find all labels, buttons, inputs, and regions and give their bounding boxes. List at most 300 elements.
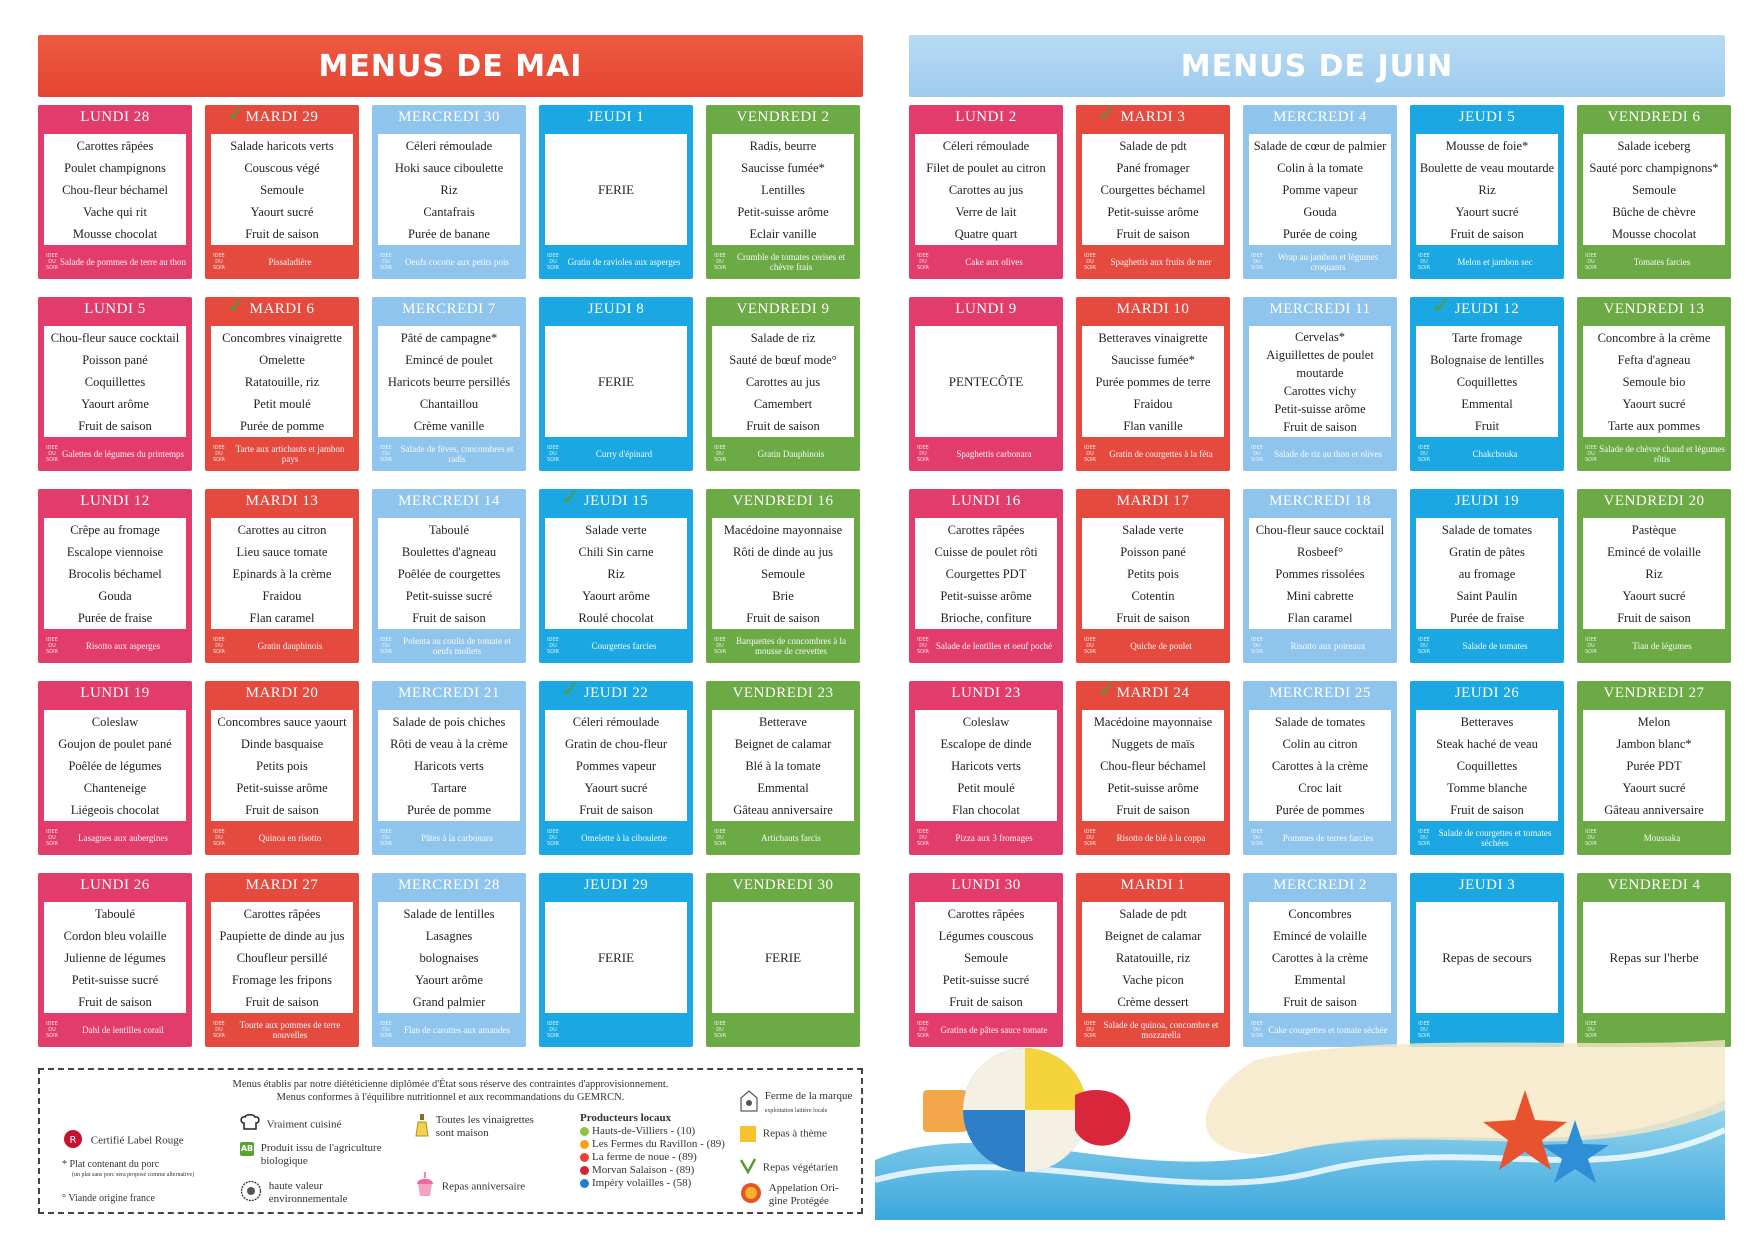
legend-aop [740,1182,839,1208]
hve-text-2: environnementale [268,1193,348,1205]
may-day-card-jeudi-15 [539,489,693,663]
menu-dish: Fruit de saison [1116,610,1190,625]
may-day-card-vendredi-2 [706,105,860,279]
evening-idea-text: Cake courgettes et tomate séchée [1268,1025,1388,1035]
menu-dish: Concombres sauce yaourt [217,714,347,729]
evening-idea-text: Salade de fèves, concombres et radis [400,444,514,464]
menu-dish: Paupiette de dinde au jus [219,928,345,943]
june-day-card-mardi-1 [1076,873,1230,1047]
menu-dish: Emincé de volaille [1607,544,1701,559]
menu-dish: Carottes râpées [243,906,321,921]
menu-panel [44,134,186,245]
legend-intro-line-2: Menus conformes à l'équilibre nutritionnel et aux recommandations du GEMRCN. [276,1092,625,1103]
menu-dish: Yaourt sucré [1622,588,1686,603]
menu-dish: Gouda [1303,204,1337,219]
holiday-label: FERIE [597,181,635,197]
day-title: JEUDI 29 [583,877,649,893]
menu-dish: Purée PDT [1626,758,1682,773]
day-title: VENDREDI 23 [732,685,834,701]
menu-dish: Fruit de saison [78,418,152,433]
menu-panel [915,134,1057,245]
menu-panel [712,902,854,1013]
menu-dish: Gratin de chou-fleur [564,736,668,751]
evening-idea-text: Risotto aux poireaux [1290,641,1366,651]
chef-hat-icon [240,1114,260,1136]
menu-dish: Petit-suisse arôme [1274,401,1366,416]
menu-dish: Blé à la tomate [745,758,821,773]
menu-dish: Vache picon [1122,972,1184,987]
menu-dish: Salade verte [1122,522,1184,537]
menu-dish: Macédoine mayonnaise [1093,714,1213,729]
menu-dish: Salade de pdt [1119,906,1187,921]
may-day-card-jeudi-22 [539,681,693,855]
menu-dish: Bûche de chèvre [1612,204,1696,219]
evening-idea-label: IDEE DU SOIR [45,829,59,847]
menu-dish: Yaourt sucré [1622,396,1686,411]
evening-idea [712,824,854,852]
producer-item [580,1177,725,1190]
menu-dish: Chanteneige [83,780,147,795]
june-day-card-mardi-3 [1076,105,1230,279]
june-day-card-mardi-17 [1076,489,1230,663]
menu-dish: Jambon blanc* [1616,736,1692,751]
evening-idea-text: Salade de courgettes et tomates séchées [1438,828,1552,848]
evening-idea [44,1016,186,1044]
evening-idea [1249,824,1391,852]
evening-idea-label: IDEE DU SOIR [1417,829,1431,847]
menu-dish: Purée de pomme [406,802,491,817]
day-title: LUNDI 12 [80,493,150,509]
day-title: VENDREDI 13 [1603,301,1705,317]
evening-idea [211,248,353,276]
evening-idea-label: IDEE DU SOIR [379,1021,393,1039]
day-title: LUNDI 5 [84,301,146,317]
evening-idea-text: Flan de carottes aux amandes [404,1025,510,1035]
menu-dish: Bolognaise de lentilles [1430,352,1544,367]
brand-farm-text: Ferme de la marque [764,1090,853,1102]
menu-dish: Epinards à la crème [232,566,332,581]
evening-idea-text: Pommes de terres farcies [1282,833,1374,843]
menu-dish: Boulettes d'agneau [401,544,497,559]
menu-dish: Dinde basquaise [240,736,324,751]
evening-idea-label: IDEE DU SOIR [713,1021,727,1039]
vegetarian-leaf-icon: ✓ [561,489,580,510]
menu-panel [211,326,353,437]
day-title: JEUDI 5 [1458,109,1516,125]
menu-dish: Chou-fleur sauce cocktail [1255,522,1385,537]
menu-dish: Concombre à la crème [1597,330,1711,345]
evening-idea-label: IDEE DU SOIR [1250,829,1264,847]
legend-pork [62,1158,194,1179]
menu-dish: Rôti de dinde au jus [733,544,833,559]
beef-degree-icon: ° [62,1193,66,1204]
day-title: LUNDI 19 [80,685,150,701]
menu-panel [1416,902,1558,1013]
evening-idea [378,632,520,660]
evening-idea [44,440,186,468]
menu-dish: Poêlée de courgettes [397,566,501,581]
menu-dish: Salade de pdt [1119,138,1187,153]
day-title: MERCREDI 7 [402,301,496,317]
menu-dish: Crêpe au fromage [70,522,160,537]
evening-idea [378,248,520,276]
june-day-card-lundi-23 [909,681,1063,855]
menu-dish: Petit-suisse arôme [1107,204,1199,219]
menu-panel [378,518,520,629]
evening-idea-text: Wrap au jambon et légumes croquants [1277,252,1379,272]
menu-dish: Semoule [964,950,1008,965]
menu-panel [44,710,186,821]
menu-panel [1583,710,1725,821]
evening-idea-text: Barquettes de concombres à la mousse de crevettes [736,636,846,656]
day-title: LUNDI 26 [80,877,150,893]
hve-seal-icon [240,1180,262,1206]
evening-idea-label: IDEE DU SOIR [713,637,727,655]
menu-dish: Ratatouille, riz [244,374,320,389]
evening-idea-text: Quinoa en risotto [258,833,322,843]
menu-dish: Purée de fraise [1449,610,1525,625]
menu-dish: Melon [1637,714,1671,729]
evening-idea-label: IDEE DU SOIR [1083,445,1097,463]
menu-dish: Petit moulé [957,780,1015,795]
menu-dish: Escalope de dinde [940,736,1032,751]
evening-idea-text: Cake aux olives [965,257,1023,267]
menu-dish: Yaourt arôme [415,972,483,987]
theme-text: Repas à thème [762,1127,827,1140]
may-day-card-lundi-12 [38,489,192,663]
producer-name: Hauts-de-Villiers - (10) [592,1125,696,1137]
menu-dish: Fruit de saison [1116,802,1190,817]
menu-dish: Carottes au jus [948,182,1024,197]
june-day-card-lundi-9 [909,297,1063,471]
evening-idea [1416,440,1558,468]
evening-idea-label: IDEE DU SOIR [1584,253,1598,271]
evening-idea-text: Gratins de pâtes sauce tomate [940,1025,1048,1035]
day-title: MARDI 3 [1120,109,1186,125]
menu-dish: Pastèque [1631,522,1677,537]
menu-dish: Petit-suisse sucré [942,972,1030,987]
evening-idea-text: Courgettes farcies [591,641,657,651]
evening-idea [1082,248,1224,276]
day-title: VENDREDI 30 [732,877,834,893]
menu-dish: Yaourt sucré [1622,780,1686,795]
menu-panel [1583,518,1725,629]
menu-panel [1249,902,1391,1013]
label-rouge-icon [62,1128,84,1154]
evening-idea-text: Galettes de légumes du printemps [62,449,184,459]
may-day-card-lundi-19 [38,681,192,855]
menu-dish: Pommes rissolées [1275,566,1365,581]
day-title: VENDREDI 6 [1607,109,1701,125]
may-day-card-mercredi-14 [372,489,526,663]
evening-idea-text: Moussaka [1643,833,1681,843]
menu-panel [1082,326,1224,437]
menu-panel [1082,518,1224,629]
evening-idea-text: Chakchouka [1472,449,1518,459]
evening-idea-text: Artichauts farcis [761,833,821,843]
menu-dish: Pommes vapeur [575,758,657,773]
menu-panel [545,134,687,245]
menu-dish: Poisson pané [82,352,148,367]
menu-dish: Purée de pommes [1275,802,1365,817]
evening-idea-label: IDEE DU SOIR [1417,1021,1431,1039]
menu-panel [545,326,687,437]
menu-dish: Fefta d'agneau [1617,352,1691,367]
menu-dish: Fromage les fripons [232,972,332,987]
dressings-text-1: Toutes les vinaigrettes [435,1114,534,1126]
june-day-card-lundi-16 [909,489,1063,663]
menu-dish: Brioche, confiture [940,610,1032,625]
day-title: MARDI 17 [1116,493,1190,509]
evening-idea-text: Pizza aux 3 fromages [955,833,1033,843]
evening-idea-label: IDEE DU SOIR [713,829,727,847]
holiday-label: FERIE [597,949,635,965]
menu-dish: Fruit de saison [245,802,319,817]
evening-idea [915,248,1057,276]
may-day-card-lundi-5 [38,297,192,471]
evening-idea-label: IDEE DU SOIR [1083,637,1097,655]
beef-text: Viande origine france [68,1193,155,1204]
menu-dish: Beignet de calamar [734,736,832,751]
june-day-card-vendredi-27 [1577,681,1731,855]
menu-dish: Fruit de saison [1116,226,1190,241]
menu-dish: Crème vanille [413,418,485,433]
evening-idea-label: IDEE DU SOIR [1584,637,1598,655]
leaf-icon [740,1158,756,1178]
menu-dish: Hoki sauce ciboulette [394,160,504,175]
menu-dish: Chili Sin carne [578,544,654,559]
menu-dish: Riz [607,566,625,581]
menu-dish: Fruit de saison [746,610,820,625]
day-title: MERCREDI 14 [398,493,500,509]
menu-dish: Gâteau anniversaire [1604,802,1704,817]
menu-dish: Crème dessert [1117,994,1189,1009]
producer-name: Morvan Salaison - (89) [592,1164,695,1176]
evening-idea [712,248,854,276]
evening-idea-text: Spaghettis carbonara [956,449,1032,459]
evening-idea [44,632,186,660]
june-day-card-lundi-2 [909,105,1063,279]
evening-idea [1583,824,1725,852]
day-title: JEUDI 8 [587,301,645,317]
menu-panel [211,902,353,1013]
evening-idea [1416,632,1558,660]
vegetarian-leaf-icon: ✓ [1098,681,1117,702]
producer-dot-icon [580,1140,589,1149]
menu-dish: Petit moulé [253,396,311,411]
day-title: LUNDI 9 [955,301,1017,317]
menu-dish: Concombres [1288,906,1352,921]
menu-dish: Yaourt arôme [81,396,149,411]
menu-dish: Salade de pois chiches [392,714,506,729]
menu-dish: Cantafrais [423,204,475,219]
menu-panel [378,902,520,1013]
may-title-banner [38,35,863,97]
evening-idea-text: Salade de quinoa, concombre et mozzarella [1103,1020,1219,1040]
menu-panel [1416,710,1558,821]
vegetarian-leaf-icon: ✓ [227,105,246,126]
evening-idea-label: IDEE DU SOIR [546,445,560,463]
menu-dish: Pané fromager [1116,160,1190,175]
legend-vegetarian [740,1158,838,1178]
menu-panel [1082,902,1224,1013]
menu-dish: Tomme blanche [1447,780,1527,795]
evening-idea [44,248,186,276]
evening-idea-label: IDEE DU SOIR [45,253,59,271]
menu-dish: Cuisse de poulet rôti [934,544,1038,559]
legend-beef [62,1192,155,1205]
evening-idea-label: IDEE DU SOIR [379,829,393,847]
day-title: VENDREDI 2 [736,109,830,125]
producer-name: Les Fermes du Ravillon - (89) [592,1138,725,1150]
menu-dish: Lentilles [761,182,805,197]
evening-idea-label: IDEE DU SOIR [379,253,393,271]
may-day-card-lundi-26 [38,873,192,1047]
day-title: VENDREDI 27 [1603,685,1705,701]
menu-dish: Semoule [260,182,304,197]
menu-dish: Saint Paulin [1456,588,1518,603]
june-day-card-mardi-24 [1076,681,1230,855]
menu-dish: Taboulé [94,906,136,921]
pork-asterisk-icon: * [62,1159,67,1170]
legend-theme [740,1126,827,1142]
day-title: VENDREDI 9 [736,301,830,317]
producer-name: La ferme de noue - (89) [592,1151,697,1163]
day-title: MARDI 20 [245,685,319,701]
june-day-card-jeudi-26 [1410,681,1564,855]
may-day-card-jeudi-8 [539,297,693,471]
evening-idea-label: IDEE DU SOIR [546,829,560,847]
legend-brand-farm [740,1090,852,1118]
day-title: MERCREDI 30 [398,109,500,125]
menu-dish: Tarte aux pommes [1607,418,1701,433]
menu-dish: Coleslaw [91,714,139,729]
menu-dish: Escalope viennoise [66,544,164,559]
menu-dish: Carottes râpées [76,138,154,153]
day-title: MERCREDI 18 [1269,493,1371,509]
menu-dish: Yaourt sucré [584,780,648,795]
evening-idea-text: Melon et jambon sec [1457,257,1533,267]
evening-idea-text: Risotto de blé à la coppa [1116,833,1206,843]
menu-dish: Purée de banane [408,226,490,241]
menu-dish: Julienne de légumes [64,950,166,965]
menu-dish: Salade iceberg [1617,138,1691,153]
menu-dish: Coleslaw [962,714,1010,729]
evening-idea [378,1016,520,1044]
day-title: JEUDI 26 [1454,685,1520,701]
legend-hve [240,1180,348,1206]
menu-dish: Salade de tomates [1274,714,1366,729]
day-title: LUNDI 28 [80,109,150,125]
menu-dish: Fruit de saison [1450,226,1524,241]
menu-dish: Petit-suisse sucré [71,972,159,987]
menu-dish: Emmental [1294,972,1346,987]
evening-idea-label: IDEE DU SOIR [1584,829,1598,847]
day-title: MARDI 10 [1116,301,1190,317]
menu-panel [211,134,353,245]
menu-dish: Lieu sauce tomate [236,544,328,559]
june-day-card-vendredi-4 [1577,873,1731,1047]
menu-dish: Fruit de saison [245,994,319,1009]
menu-panel [915,518,1057,629]
menu-panel [1416,326,1558,437]
organic-ab-icon: AB [240,1142,254,1156]
menu-dish: Riz [1645,566,1663,581]
menu-dish: Yaourt sucré [250,204,314,219]
menu-dish: Flan chocolat [952,802,1020,817]
evening-idea-text: Salade de lentilles et oeuf poché [935,641,1053,651]
menu-dish: Fruit de saison [1617,610,1691,625]
menu-dish: Verre de lait [955,204,1017,219]
menu-dish: Coquillettes [1456,758,1518,773]
may-day-card-mardi-13 [205,489,359,663]
day-title: JEUDI 19 [1454,493,1520,509]
pork-note: (un plat sans porc sera proposé comme alternative) [72,1172,195,1178]
may-day-card-mardi-27 [205,873,359,1047]
evening-idea-text: Salade de chèvre chaud et légumes rôtis [1599,444,1725,464]
evening-idea-text: Gratin dauphinois [257,641,323,651]
menu-dish: Fruit de saison [579,802,653,817]
menu-dish: Roulé chocolat [578,610,654,625]
may-day-card-vendredi-16 [706,489,860,663]
day-title: MERCREDI 2 [1273,877,1367,893]
menu-dish: Petits pois [1127,566,1179,581]
menu-dish: Ratatouille, riz [1115,950,1191,965]
evening-idea-text: Gratin de ravioles aux asperges [567,257,681,267]
menu-dish: Yaourt arôme [582,588,650,603]
menu-dish: Beignet de calamar [1104,928,1202,943]
june-title: MENUS DE JUIN [1180,48,1454,84]
evening-idea-text: Polenta au coulis de tomate et oeufs mollets [403,636,511,656]
evening-idea-label: IDEE DU SOIR [45,1021,59,1039]
menu-dish: Cervelas* [1295,329,1345,344]
menu-dish: Mousse de foie* [1445,138,1529,153]
evening-idea-label: IDEE DU SOIR [1584,445,1598,463]
menu-dish: Colin à la tomate [1277,160,1363,175]
menu-dish: Mini cabrette [1286,588,1354,603]
evening-idea [712,440,854,468]
menu-panel [915,326,1057,437]
may-day-card-mercredi-30 [372,105,526,279]
menu-panel [712,518,854,629]
organic-text-1: Produit issu de l'agriculture [260,1142,382,1154]
menu-dish: Chou-fleur béchamel [62,182,168,197]
evening-idea [378,824,520,852]
legend-intro-line-1: Menus établis par notre diététicienne diplômée d'État sous réserve des contraintes d'approvisionnement. [232,1079,669,1090]
vegetarian-leaf-icon: ✓ [1432,297,1451,318]
evening-idea [211,632,353,660]
menu-dish: Eclair vanille [749,226,817,241]
menu-dish: Semoule bio [1622,374,1686,389]
menu-dish: Mousse chocolat [72,226,158,241]
evening-idea-label: IDEE DU SOIR [1584,1021,1598,1039]
menu-dish: Saucisse fumée* [1111,352,1195,367]
day-title: JEUDI 15 [583,493,649,509]
may-day-card-mardi-20 [205,681,359,855]
menu-dish: Flan caramel [1287,610,1353,625]
menu-dish: Emincé de volaille [1273,928,1367,943]
menu-dish: Cordon bleu volaille [63,928,167,943]
menu-dish: Emmental [757,780,809,795]
evening-idea [1583,248,1725,276]
evening-idea-text: Oeufs cocotte aux petits pois [405,257,509,267]
evening-idea-text: Tarte aux artichauts et jambon pays [235,444,345,464]
evening-idea-text: Dahl de lentilles corail [82,1025,164,1035]
evening-idea-label: IDEE DU SOIR [1417,445,1431,463]
menu-dish: Céleri rémoulade [572,714,660,729]
menu-panel [1416,134,1558,245]
holiday-label: FERIE [597,373,635,389]
